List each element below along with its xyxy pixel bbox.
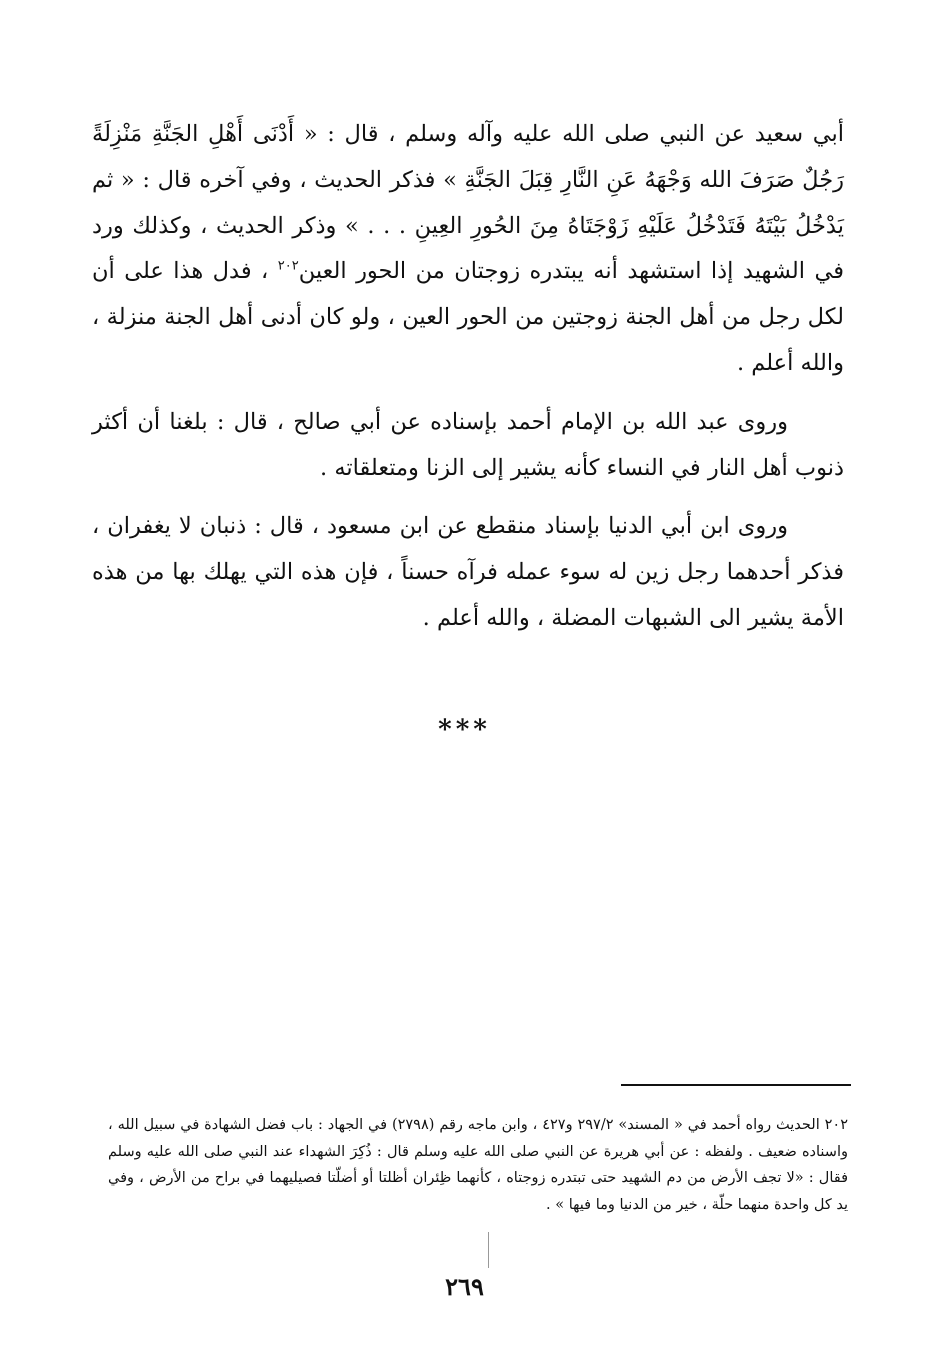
paragraph-1-continuation: ، فدل هذا على أن لكل رجل من أهل الجنة زوجتين من الحور العين ، ولو كان أدنى أهل الجنة منزلة ، والله أعلم . — [92, 258, 844, 376]
scan-gutter-mark — [488, 1232, 489, 1268]
paragraph-1 — [92, 112, 844, 387]
paragraph-3: وروى ابن أبي الدنيا بإسناد منقطع عن ابن مسعود ، قال : ذنبان لا يغفران ، فذكر أحدهما رجل زين له سوء عمله فرآه حسناً ، فإن هذه التي يهلك بها من هذه الأمة يشير الى الشبهات المضلة ، والله أعلم . — [92, 513, 844, 631]
page-number: ٢٦٩ — [445, 1272, 484, 1301]
section-separator: *** — [438, 715, 491, 745]
main-text — [92, 112, 844, 655]
footnote-reference[interactable]: ٢٠٢ — [277, 258, 299, 274]
paragraph-2: وروى عبد الله بن الإمام أحمد بإسناده عن أبي صالح ، قال : بلغنا أن أكثر ذنوب أهل النار في النساء كأنه يشير إلى الزنا ومتعلقاته . — [92, 408, 844, 481]
footnote-divider — [621, 1084, 851, 1086]
footnote-202: ٢٠٢ الحديث رواه أحمد في « المسند» ٢٩٧/٢ و٤٢٧ ، وابن ماجه رقم (٢٧٩٨) في الجهاد : باب فضل الشهادة في سبيل الله ، واسناده ضعيف . ولفظه : عن أبي هريرة عن النبي صلى الله عليه وسلم قال : ذُكِرَ الشهداء عند النبي صلى الله عليه وسلم فقال : «لا تجف الأرض من دم الشهيد حتى تبتدره زوجتاه ، كأنهما ظِئران أظلتا أو أضلّتا فصيليهما في براح من الأرض ، وفي يد كل واحدة منهما حلّة ، خير من الدنيا وما فيها » . — [108, 1117, 848, 1213]
paragraph-1-text: أبي سعيد عن النبي صلى الله عليه وآله وسلم ، قال : « أَدْنَى أَهْلِ الجَنَّةِ مَنْزِلَةً رَجُلٌ صَرَفَ الله وَجْهَهُ عَنِ النَّارِ قِبَلَ الجَنَّةِ » فذكر الحديث ، وفي آخره قال : « ثم يَدْخُلُ بَيْتَهُ فَتَدْخُلُ عَلَيْهِ زَوْجَتَاهُ مِنَ الحُورِ العِينِ . . . » وذكر الحديث ، وكذلك ورد في الشهيد إذا استشهد أنه يبتدره زوجتان من الحور العين — [92, 121, 845, 285]
